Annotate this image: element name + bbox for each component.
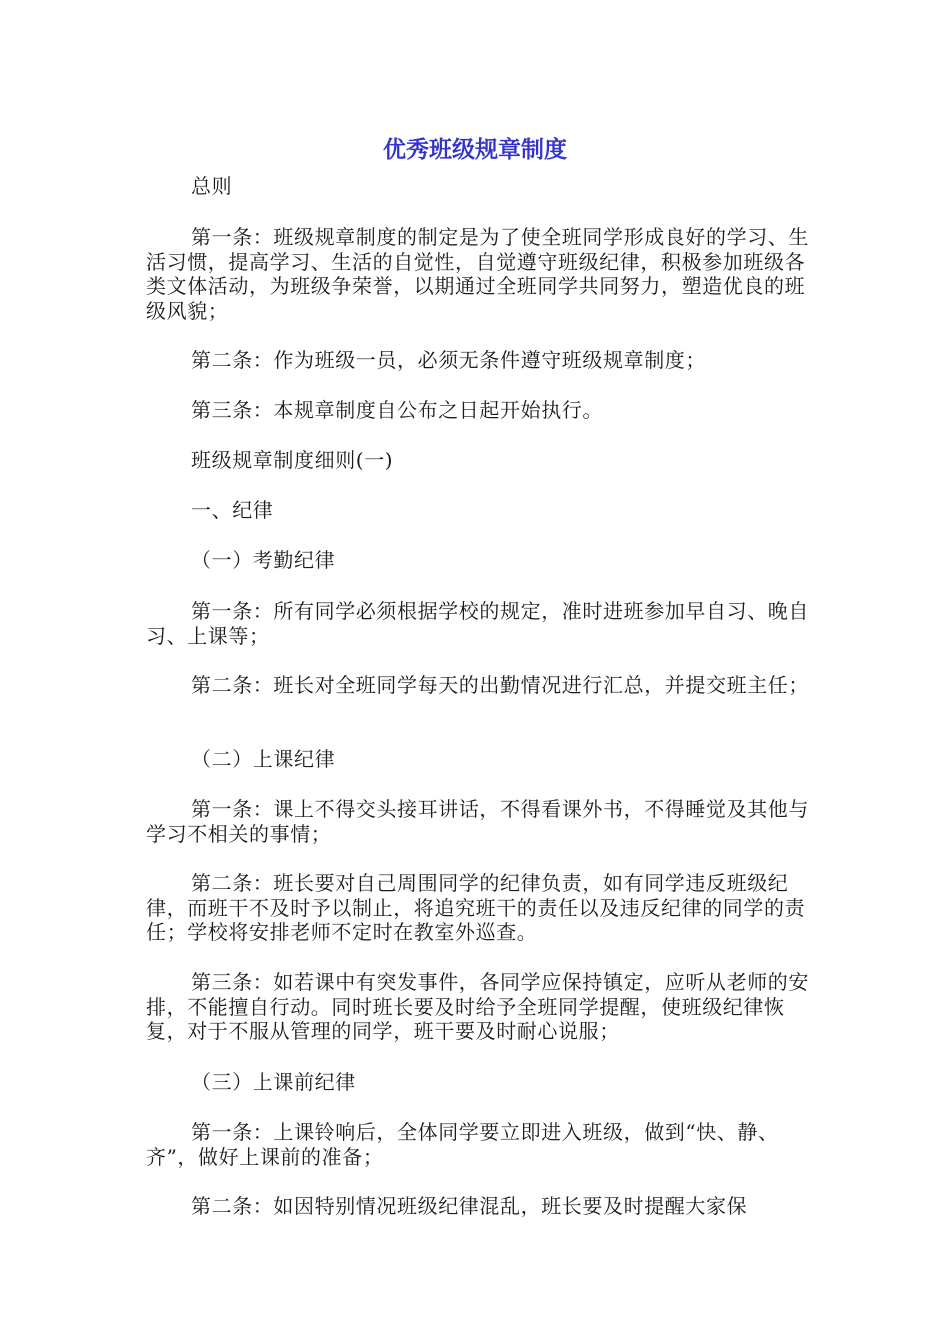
article-paragraph: 第一条：上课铃响后，全体同学要立即进入班级，做到“快、静、齐”，做好上课前的准备； <box>146 1120 779 1169</box>
section-heading-general: 总则 <box>191 174 233 198</box>
section-heading-discipline: 一、纪律 <box>191 498 274 522</box>
article-paragraph: 第三条：本规章制度自公布之日起开始执行。 <box>191 398 603 422</box>
article-paragraph: 第一条：课上不得交头接耳讲话，不得看课外书，不得睡觉及其他与学习不相关的事情； <box>146 797 809 846</box>
article-paragraph: 第三条：如若课中有突发事件，各同学应保持镇定，应听从老师的安排，不能擅自行动。同时班长要及时给予全班同学提醒，使班级纪律恢复，对于不服从管理的同学，班干要及时耐心说服； <box>146 970 809 1044</box>
section-heading-rules: 班级规章制度细则(一) <box>191 448 394 472</box>
article-paragraph: 第二条：班长要对自己周围同学的纪律负责，如有同学违反班级纪律，而班干不及时予以制止，将追究班干的责任以及违反纪律的同学的责任；学校将安排老师不定时在教室外巡查。 <box>146 871 806 945</box>
article-paragraph: 第一条：所有同学必须根据学校的规定，准时进班参加早自习、晚自习、上课等； <box>146 599 809 648</box>
article-paragraph: 第一条：班级规章制度的制定是为了使全班同学形成良好的学习、生活习惯，提高学习、生活的自觉性，自觉遵守班级纪律，积极参加班级各类文体活动，为班级争荣誉，以期通过全班同学共同努力，塑造优良的班级风貌； <box>146 225 809 323</box>
document-title: 优秀班级规章制度 <box>383 137 567 163</box>
article-paragraph: 第二条：作为班级一员，必须无条件遵守班级规章制度； <box>191 348 706 372</box>
subsection-heading-preclass: （三）上课前纪律 <box>191 1070 356 1094</box>
subsection-heading-attendance: （一）考勤纪律 <box>191 548 336 572</box>
article-paragraph: 第二条：如因特别情况班级纪律混乱，班长要及时提醒大家保 <box>191 1194 748 1218</box>
subsection-heading-class: （二）上课纪律 <box>191 747 336 771</box>
article-paragraph: 第二条：班长对全班同学每天的出勤情况进行汇总，并提交班主任； <box>191 673 809 697</box>
